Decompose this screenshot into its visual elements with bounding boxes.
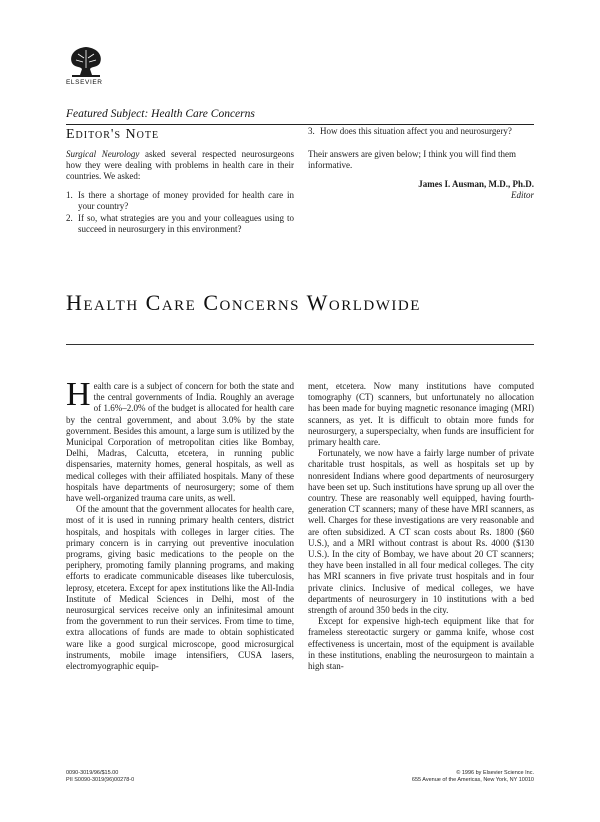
editors-note-left xyxy=(66,149,294,236)
publisher-name: ELSEVIER xyxy=(66,79,103,86)
copyright: © 1996 by Elsevier Science Inc. xyxy=(456,770,534,776)
article-title: Health Care Concerns Worldwide xyxy=(66,290,421,315)
paragraph: Except for expensive high-tech equipment like that for frameless stereotactic surgery or gamma knife, whose cost effectiveness is uncertain, most of the equipment is available in these institutions, enabling the neurosurgeon to maintain a high stan- xyxy=(308,616,534,672)
intro-text: asked several respected neurosurgeons how they were dealing with problems in health care in their countries. We asked: xyxy=(66,149,294,182)
editors-note-right xyxy=(308,126,534,201)
elsevier-logo xyxy=(66,44,106,86)
signature-name: James I. Ausman, M.D., Ph.D. xyxy=(418,178,534,189)
journal-name: Surgical Neurology xyxy=(66,149,140,159)
pii: PII S0090-3019(96)00278-0 xyxy=(66,777,135,783)
answers-text: Their answers are given below; I think you will find them informative. xyxy=(308,149,516,171)
footer-copyright xyxy=(360,770,534,784)
paragraph: Health care is a subject of concern for both the state and the central governments of India. Roughly an average of 1.6%–2.0% of the budget is allocated for health care by the central government, and about 3.0% by the state government. Besides this amount, a large sum is utilized by the Municipal Corporation of metropolitan cities like Bombay, Delhi, Madras, Calcutta, etcetera, in running public dispensaries, maternity homes, general hospitals, as well as medical colleges with their affiliated hospitals. Many of these hospitals have departments of neurosurgery; some of them have well-organized trauma care units, as well. xyxy=(66,376,294,504)
question-item: 1. Is there a shortage of money provided for health care in your country? xyxy=(66,189,294,211)
question-item: 2. If so, what strategies are you and your colleagues using to succeed in neurosurgery in this environment? xyxy=(66,213,294,235)
header-rule xyxy=(66,124,534,125)
drop-cap: H xyxy=(66,376,91,413)
title-rule xyxy=(66,344,534,345)
signature-role: Editor xyxy=(510,189,534,200)
article-left-column xyxy=(66,376,294,672)
footer-ids xyxy=(66,770,134,784)
editors-note-intro xyxy=(66,149,294,183)
paragraph: ment, etcetera. Now many institutions have computed tomography (CT) scanners, but unfortunately no allocation has been made for buying magnetic resonance imaging (MRI) scanners, as yet. It is difficult to obtain more funds for neurosurgery, a superspecialty, when funds are insufficient for primary health care. xyxy=(308,381,534,448)
paragraph: Fortunately, we now have a fairly large number of private charitable trust hospitals, as well as hospitals set up by nonresident Indians where good departments of neurosurgery have been set up. Such institutions have sprung up all over the country. These are reasonably well equipped, having fourth-generation CT scanners; many of these have MRI scanners, as well. Charges for these investigations are very reasonable and are often subsidized. A CT scan costs about Rs. 1800 ($60 U.S.), and a MRI without contrast is about Rs. 4000 ($130 U.S.). In the city of Bombay, we have about 20 CT scanners; they have been installed in all four medical colleges. The city has MRI scanners in five private trust hospitals and in four private clinics. Inclusive of medical colleges, we have departments of neurosurgery in 10 institutions with a bed strength of around 350 beds in the city. xyxy=(308,448,534,616)
article-right-column xyxy=(308,381,534,672)
question-item: 3. How does this situation affect you and neurosurgery? xyxy=(308,126,512,136)
featured-subject: Featured Subject: Health Care Concerns xyxy=(66,108,255,120)
paragraph: Of the amount that the government allocates for health care, most of it is used in running primary health centers, district hospitals, and hospitals with colleges in larger cities. The primary concern is in carrying out preventive inoculation programs, giving basic medications to the people on the periphery, promoting family planning programs, and making efforts to eradicate communicable diseases like tuberculosis, leprosy, etcetera. Except for apex institutions like the All-India Institute of Medical Sciences in Delhi, most of the neurosurgical services receive only an infinitesimal amount from the government to run their services. From time to time, extra allocations of funds are made to obtain sophisticated ware like a good surgical microscope, good microsurgical instruments, mobile image intensifiers, CUSA lasers, electromyographic equip- xyxy=(66,504,294,672)
elsevier-tree-icon xyxy=(66,44,106,78)
question-list xyxy=(66,190,294,236)
issn: 0090-3019/96/$15.00 xyxy=(66,770,119,776)
editors-note-heading: Editor's Note xyxy=(66,127,160,142)
publisher-address: 655 Avenue of the Americas, New York, NY 10010 xyxy=(411,777,534,783)
